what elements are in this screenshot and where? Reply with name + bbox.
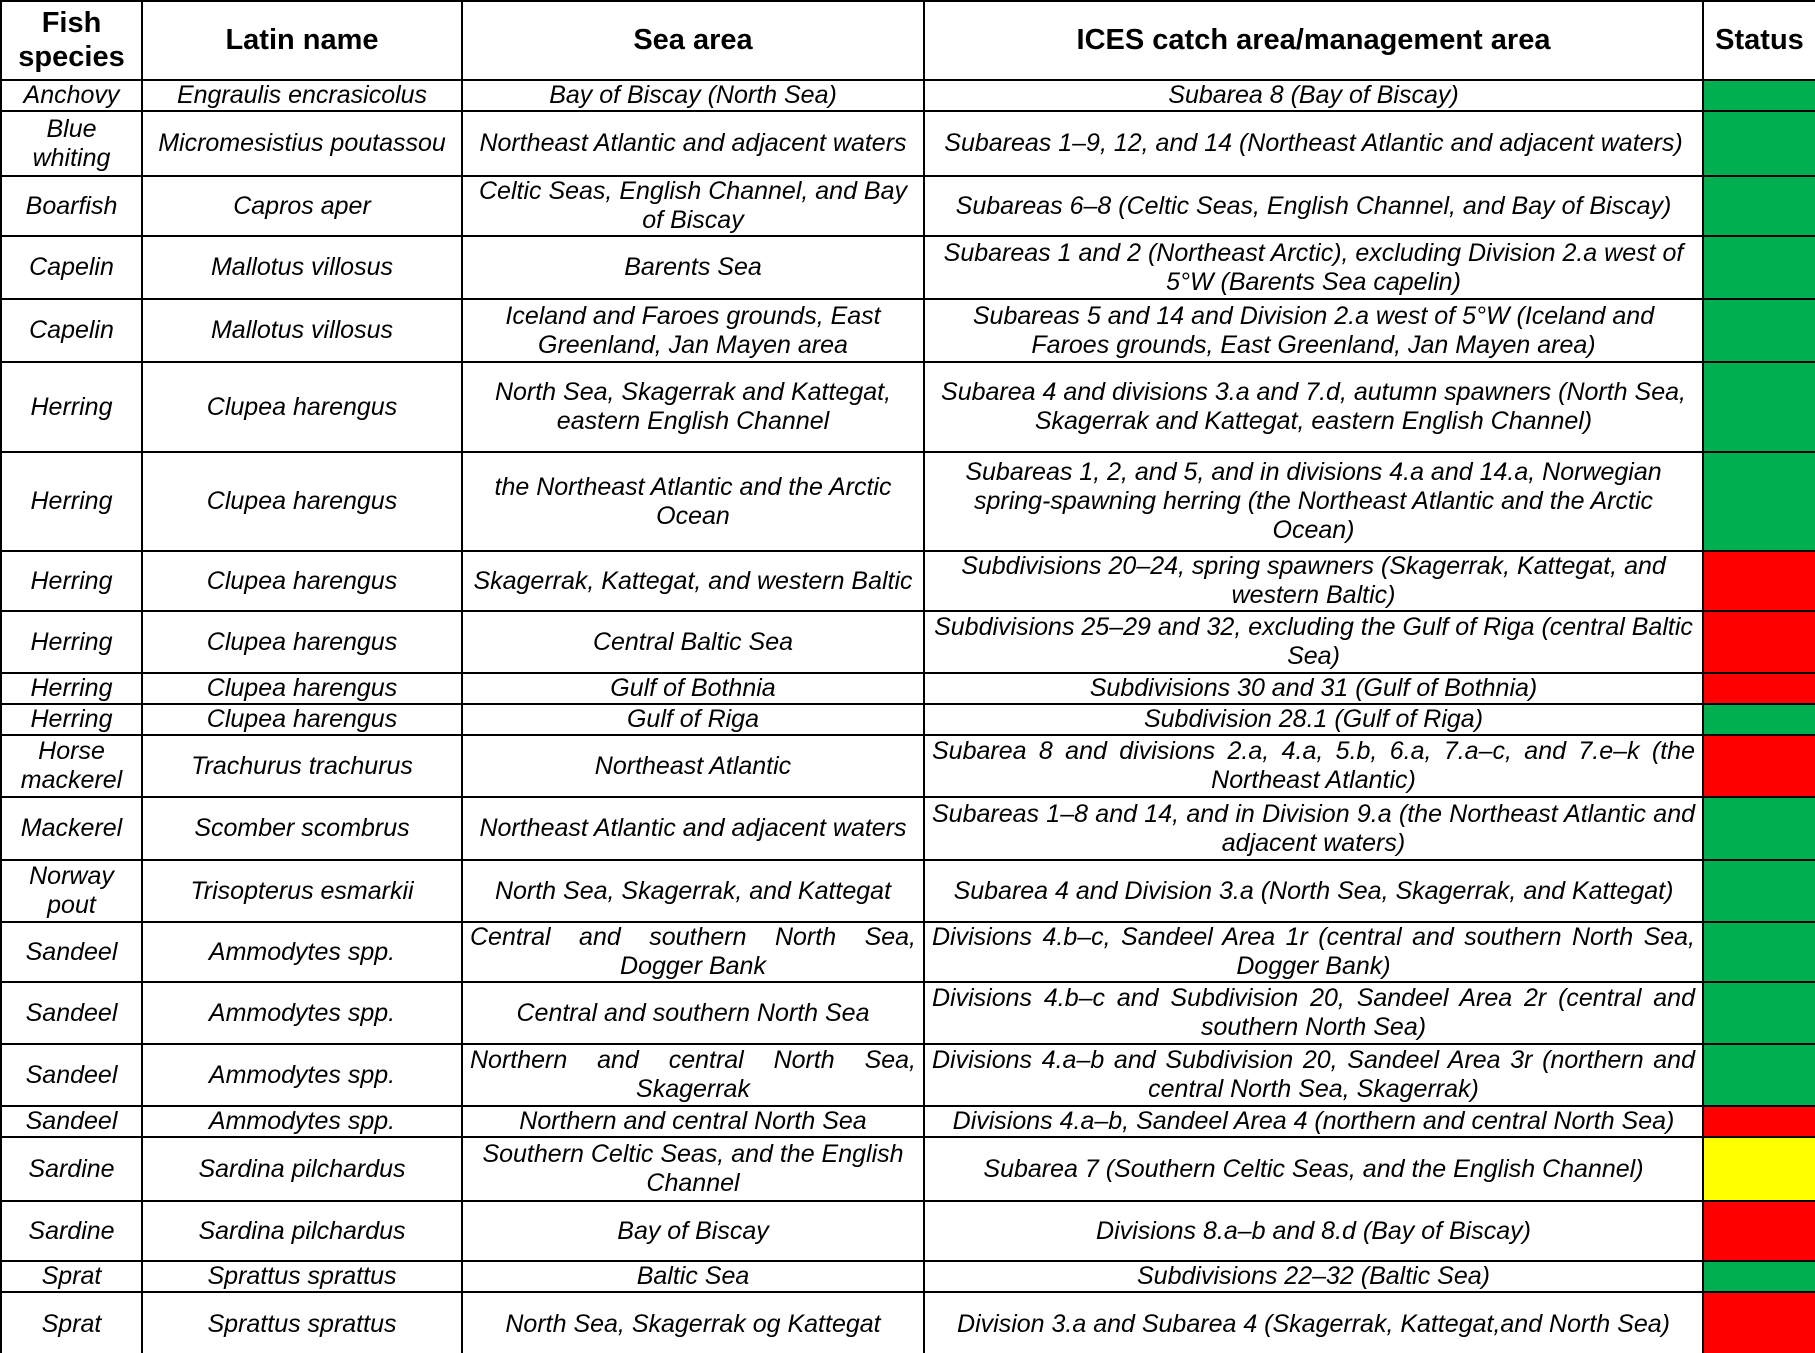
- table-row: [1, 797, 1815, 860]
- sea-area-cell: the Northeast Atlantic and the Arctic Ocean: [462, 452, 924, 551]
- fish-species-cell: Sandeel: [1, 1106, 142, 1137]
- status-cell: [1703, 611, 1815, 673]
- table-body: [1, 80, 1815, 1353]
- latin-name-cell: Trachurus trachurus: [142, 735, 462, 797]
- table-row: [1, 1292, 1815, 1353]
- fish-species-cell: Sandeel: [1, 982, 142, 1044]
- ices-area-cell: Division 3.a and Subarea 4 (Skagerrak, Kattegat,and North Sea): [924, 1292, 1703, 1353]
- ices-area-cell: Divisions 4.b–c and Subdivision 20, Sandeel Area 2r (central and southern North Sea): [924, 982, 1703, 1044]
- latin-name-cell: Scomber scombrus: [142, 797, 462, 860]
- fish-species-cell: Sandeel: [1, 922, 142, 982]
- table-header: [1, 1, 1815, 80]
- ices-area-cell: Subarea 8 (Bay of Biscay): [924, 80, 1703, 111]
- table-row: [1, 735, 1815, 797]
- status-cell: [1703, 362, 1815, 452]
- table-row: [1, 1137, 1815, 1201]
- status-cell: [1703, 299, 1815, 362]
- latin-name-cell: Sprattus sprattus: [142, 1261, 462, 1292]
- fish-species-cell: Sandeel: [1, 1044, 142, 1106]
- fish-species-cell: Capelin: [1, 299, 142, 362]
- status-cell: [1703, 1201, 1815, 1261]
- table-row: [1, 982, 1815, 1044]
- latin-name-cell: Sardina pilchardus: [142, 1201, 462, 1261]
- sea-area-cell: Northeast Atlantic: [462, 735, 924, 797]
- latin-name-cell: Clupea harengus: [142, 452, 462, 551]
- table-row: [1, 362, 1815, 452]
- fish-species-cell: Herring: [1, 673, 142, 704]
- sea-area-cell: North Sea, Skagerrak and Kattegat, eastern English Channel: [462, 362, 924, 452]
- status-cell: [1703, 1292, 1815, 1353]
- sea-area-cell: Bay of Biscay (North Sea): [462, 80, 924, 111]
- ices-area-cell: Subareas 1 and 2 (Northeast Arctic), excluding Division 2.a west of 5°W (Barents Sea capelin): [924, 236, 1703, 299]
- latin-name-cell: Ammodytes spp.: [142, 982, 462, 1044]
- sea-area-cell: Celtic Seas, English Channel, and Bay of Biscay: [462, 176, 924, 236]
- col-header-status: Status: [1703, 1, 1815, 80]
- ices-area-cell: Subdivisions 20–24, spring spawners (Skagerrak, Kattegat, and western Baltic): [924, 551, 1703, 611]
- sea-area-cell: Central and southern North Sea, Dogger Bank: [462, 922, 924, 982]
- ices-area-cell: Subdivision 28.1 (Gulf of Riga): [924, 704, 1703, 735]
- status-cell: [1703, 236, 1815, 299]
- latin-name-cell: Mallotus villosus: [142, 299, 462, 362]
- fish-species-cell: Blue whiting: [1, 111, 142, 176]
- sea-area-cell: Gulf of Bothnia: [462, 673, 924, 704]
- status-cell: [1703, 551, 1815, 611]
- fish-species-cell: Norway pout: [1, 860, 142, 922]
- ices-area-cell: Divisions 4.a–b and Subdivision 20, Sandeel Area 3r (northern and central North Sea, Skagerrak): [924, 1044, 1703, 1106]
- latin-name-cell: Sardina pilchardus: [142, 1137, 462, 1201]
- latin-name-cell: Engraulis encrasicolus: [142, 80, 462, 111]
- latin-name-cell: Ammodytes spp.: [142, 1044, 462, 1106]
- sea-area-cell: Northeast Atlantic and adjacent waters: [462, 797, 924, 860]
- status-cell: [1703, 1106, 1815, 1137]
- fish-species-cell: Herring: [1, 704, 142, 735]
- fish-species-cell: Mackerel: [1, 797, 142, 860]
- table-row: [1, 80, 1815, 111]
- sea-area-cell: Central and southern North Sea: [462, 982, 924, 1044]
- table-row: [1, 111, 1815, 176]
- table-row: [1, 611, 1815, 673]
- fish-species-cell: Herring: [1, 611, 142, 673]
- sea-area-cell: Skagerrak, Kattegat, and western Baltic: [462, 551, 924, 611]
- fish-species-cell: Boarfish: [1, 176, 142, 236]
- fish-species-cell: Anchovy: [1, 80, 142, 111]
- sea-area-cell: Central Baltic Sea: [462, 611, 924, 673]
- sea-area-cell: Northern and central North Sea, Skagerrak: [462, 1044, 924, 1106]
- sea-area-cell: North Sea, Skagerrak og Kattegat: [462, 1292, 924, 1353]
- col-header-fish-species: Fish species: [1, 1, 142, 80]
- latin-name-cell: Trisopterus esmarkii: [142, 860, 462, 922]
- status-cell: [1703, 922, 1815, 982]
- table-row: [1, 704, 1815, 735]
- latin-name-cell: Clupea harengus: [142, 551, 462, 611]
- table-row: [1, 860, 1815, 922]
- ices-area-cell: Divisions 4.a–b, Sandeel Area 4 (northern and central North Sea): [924, 1106, 1703, 1137]
- table-row: [1, 452, 1815, 551]
- fish-species-cell: Sprat: [1, 1292, 142, 1353]
- sea-area-cell: Northeast Atlantic and adjacent waters: [462, 111, 924, 176]
- status-cell: [1703, 797, 1815, 860]
- status-cell: [1703, 735, 1815, 797]
- fish-species-cell: Sardine: [1, 1201, 142, 1261]
- fish-species-cell: Capelin: [1, 236, 142, 299]
- latin-name-cell: Clupea harengus: [142, 611, 462, 673]
- status-cell: [1703, 704, 1815, 735]
- status-cell: [1703, 80, 1815, 111]
- header-row: [1, 1, 1815, 80]
- ices-area-cell: Subdivisions 22–32 (Baltic Sea): [924, 1261, 1703, 1292]
- table-row: [1, 1261, 1815, 1292]
- table-row: [1, 176, 1815, 236]
- ices-area-cell: Subdivisions 25–29 and 32, excluding the Gulf of Riga (central Baltic Sea): [924, 611, 1703, 673]
- status-cell: [1703, 1261, 1815, 1292]
- status-cell: [1703, 982, 1815, 1044]
- ices-area-cell: Subarea 4 and Division 3.a (North Sea, Skagerrak, and Kattegat): [924, 860, 1703, 922]
- sea-area-cell: Baltic Sea: [462, 1261, 924, 1292]
- fish-species-cell: Sardine: [1, 1137, 142, 1201]
- fish-species-cell: Horse mackerel: [1, 735, 142, 797]
- ices-area-cell: Subareas 6–8 (Celtic Seas, English Channel, and Bay of Biscay): [924, 176, 1703, 236]
- table-row: [1, 922, 1815, 982]
- status-cell: [1703, 176, 1815, 236]
- ices-area-cell: Subarea 4 and divisions 3.a and 7.d, autumn spawners (North Sea, Skagerrak and Kattegat, eastern English Channel): [924, 362, 1703, 452]
- ices-area-cell: Subdivisions 30 and 31 (Gulf of Bothnia): [924, 673, 1703, 704]
- col-header-ices-area: ICES catch area/management area: [924, 1, 1703, 80]
- latin-name-cell: Sprattus sprattus: [142, 1292, 462, 1353]
- status-cell: [1703, 860, 1815, 922]
- fish-species-cell: Sprat: [1, 1261, 142, 1292]
- latin-name-cell: Ammodytes spp.: [142, 1106, 462, 1137]
- latin-name-cell: Mallotus villosus: [142, 236, 462, 299]
- table-row: [1, 1044, 1815, 1106]
- table-row: [1, 1106, 1815, 1137]
- sea-area-cell: North Sea, Skagerrak, and Kattegat: [462, 860, 924, 922]
- sea-area-cell: Bay of Biscay: [462, 1201, 924, 1261]
- latin-name-cell: Clupea harengus: [142, 673, 462, 704]
- table-row: [1, 551, 1815, 611]
- ices-area-cell: Divisions 8.a–b and 8.d (Bay of Biscay): [924, 1201, 1703, 1261]
- ices-area-cell: Subarea 8 and divisions 2.a, 4.a, 5.b, 6.a, 7.a–c, and 7.e–k (the Northeast Atlantic): [924, 735, 1703, 797]
- sea-area-cell: Northern and central North Sea: [462, 1106, 924, 1137]
- ices-area-cell: Subarea 7 (Southern Celtic Seas, and the English Channel): [924, 1137, 1703, 1201]
- latin-name-cell: Clupea harengus: [142, 704, 462, 735]
- status-cell: [1703, 673, 1815, 704]
- latin-name-cell: Clupea harengus: [142, 362, 462, 452]
- col-header-sea-area: Sea area: [462, 1, 924, 80]
- latin-name-cell: Ammodytes spp.: [142, 922, 462, 982]
- table-row: [1, 673, 1815, 704]
- status-cell: [1703, 1044, 1815, 1106]
- status-cell: [1703, 111, 1815, 176]
- ices-area-cell: Subareas 1–9, 12, and 14 (Northeast Atlantic and adjacent waters): [924, 111, 1703, 176]
- ices-area-cell: Subareas 5 and 14 and Division 2.a west of 5°W (Iceland and Faroes grounds, East Greenland, Jan Mayen area): [924, 299, 1703, 362]
- status-cell: [1703, 1137, 1815, 1201]
- table-row: [1, 299, 1815, 362]
- ices-area-cell: Subareas 1, 2, and 5, and in divisions 4.a and 14.a, Norwegian spring-spawning herring (the Northeast Atlantic and the Arctic Ocean): [924, 452, 1703, 551]
- latin-name-cell: Capros aper: [142, 176, 462, 236]
- sea-area-cell: Gulf of Riga: [462, 704, 924, 735]
- latin-name-cell: Micromesistius poutassou: [142, 111, 462, 176]
- ices-area-cell: Divisions 4.b–c, Sandeel Area 1r (central and southern North Sea, Dogger Bank): [924, 922, 1703, 982]
- col-header-latin-name: Latin name: [142, 1, 462, 80]
- fish-species-cell: Herring: [1, 362, 142, 452]
- table-row: [1, 236, 1815, 299]
- sea-area-cell: Southern Celtic Seas, and the English Channel: [462, 1137, 924, 1201]
- sea-area-cell: Barents Sea: [462, 236, 924, 299]
- sea-area-cell: Iceland and Faroes grounds, East Greenland, Jan Mayen area: [462, 299, 924, 362]
- ices-area-cell: Subareas 1–8 and 14, and in Division 9.a (the Northeast Atlantic and adjacent waters): [924, 797, 1703, 860]
- fish-species-cell: Herring: [1, 452, 142, 551]
- fish-species-cell: Herring: [1, 551, 142, 611]
- table-row: [1, 1201, 1815, 1261]
- status-cell: [1703, 452, 1815, 551]
